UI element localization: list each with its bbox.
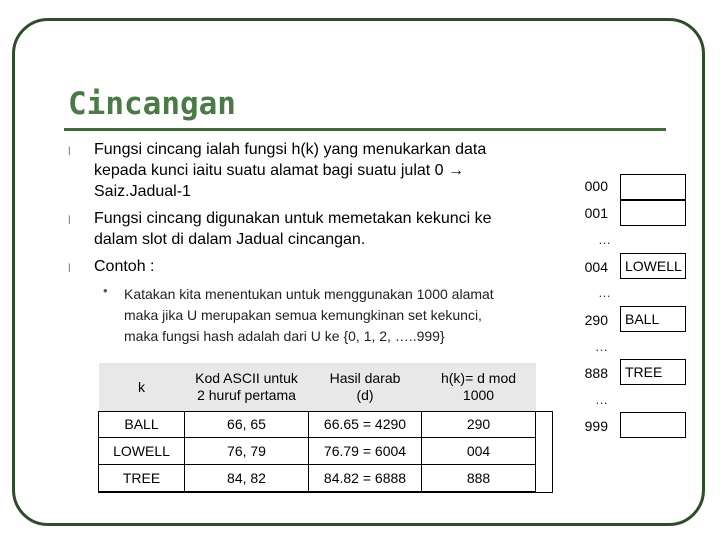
bullet-icon: l: [68, 213, 71, 227]
bullet-1-line-3: Saiz.Jadual-1: [94, 183, 191, 200]
bullet-1-line-2: kepada kunci iaitu suatu alamat bagi suatu julat 0 →: [94, 162, 465, 179]
header-ascii-line-2: 2 huruf pertama: [197, 387, 296, 403]
table-header-row: [99, 363, 536, 411]
bullet-2-line-2: dalam slot di dalam Jadual cincangan.: [94, 231, 366, 248]
slot-label: 000: [584, 178, 608, 194]
table-cell: 76.79 = 6004: [309, 438, 422, 465]
slot-box: TREE: [620, 359, 686, 385]
table-cell: 84.82 = 6888: [309, 465, 422, 492]
header-product-line-2: (d): [356, 387, 374, 403]
bullet-2-line-1: Fungsi cincang digunakan untuk memetakan kekunci ke: [94, 210, 492, 227]
bullet-3-line-1: Contoh :: [94, 258, 155, 275]
hash-table: [98, 363, 536, 492]
slot-ellipsis: …: [595, 392, 608, 407]
header-product: [309, 363, 422, 411]
slot-ellipsis: …: [598, 232, 611, 247]
slot-label: 290: [584, 312, 608, 328]
table-cell: 76, 79: [185, 438, 309, 465]
header-k-line-1: k: [138, 378, 145, 395]
slot-box: [620, 412, 686, 438]
bullet-icon: l: [68, 261, 71, 275]
slide-title: Cincangan: [68, 86, 236, 122]
slot-box: BALL: [620, 306, 686, 332]
sub-bullet-line-3: maka fungsi hash adalah dari U ke {0, 1, 2, …..999}: [124, 328, 445, 344]
header-product-line-1: Hasil darab: [329, 370, 401, 386]
table-cell: BALL: [99, 411, 185, 438]
slot-ellipsis: …: [595, 339, 608, 354]
table-row: [99, 438, 536, 465]
bullet-1-line-1: Fungsi cincang ialah fungsi h(k) yang menukarkan data: [94, 141, 487, 158]
table-row: [99, 411, 536, 438]
slot-box: [620, 174, 686, 200]
table-row: [99, 465, 536, 492]
table-cell: 004: [422, 438, 536, 465]
slot-label: 001: [584, 205, 608, 221]
slot-box: [620, 200, 686, 226]
slot-label: 999: [584, 418, 608, 434]
header-ascii: [185, 363, 309, 411]
slot-ellipsis: …: [598, 285, 611, 300]
sub-bullet-text: [124, 284, 564, 347]
header-ascii-line-1: Kod ASCII untuk: [195, 370, 298, 386]
header-hk-line-2: 1000: [462, 387, 495, 403]
table-cell: TREE: [99, 465, 185, 492]
title-underline: [64, 128, 666, 131]
header-hk-line-1: h(k)= d mod: [440, 370, 517, 386]
table-cell: LOWELL: [99, 438, 185, 465]
header-hk: [422, 363, 536, 411]
slot-label: 888: [584, 365, 608, 381]
slot-label: 004: [584, 259, 608, 275]
bullet-icon: l: [68, 144, 71, 158]
sub-bullet-line-2: maka jika U merupakan semua kemungkinan set kekunci,: [124, 307, 482, 323]
header-k: [99, 363, 185, 411]
sub-bullet-icon: •: [103, 283, 108, 298]
table-cell: 66.65 = 4290: [309, 411, 422, 438]
slot-box: LOWELL: [620, 253, 686, 279]
sub-bullet-line-1: Katakan kita menentukan untuk menggunakan 1000 alamat: [124, 286, 494, 302]
table-cell: 84, 82: [185, 465, 309, 492]
table-cell: 290: [422, 411, 536, 438]
table-cell: 66, 65: [185, 411, 309, 438]
table-cell: 888: [422, 465, 536, 492]
